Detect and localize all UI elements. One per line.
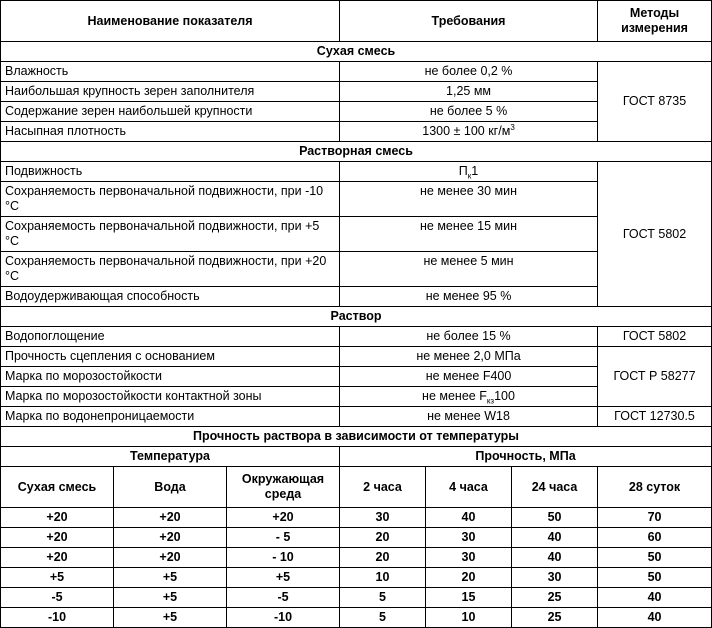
- mortar-method: ГОСТ 5802: [598, 327, 712, 347]
- cell: 40: [512, 528, 598, 548]
- cell: 40: [512, 548, 598, 568]
- header-requirements: Требования: [340, 1, 598, 42]
- cell: 60: [598, 528, 712, 548]
- dry-method: ГОСТ 8735: [598, 62, 712, 142]
- section-mortar-mix: Растворная смесь: [1, 142, 712, 162]
- dry-row-value: 1,25 мм: [340, 82, 598, 102]
- mortar-frost-method: ГОСТ Р 58277: [598, 347, 712, 407]
- mix-row-label: Сохраняемость первоначальной подвижности, при +5 °С: [1, 217, 340, 252]
- mortar-row-label: Марка по морозостойкости: [1, 367, 340, 387]
- cell: 30: [512, 568, 598, 588]
- cell: +5: [227, 568, 340, 588]
- cell: 10: [340, 568, 426, 588]
- cell: 15: [426, 588, 512, 608]
- cell: +20: [114, 508, 227, 528]
- mix-row-value: $П_к1$: [340, 162, 598, 182]
- cell: 5: [340, 588, 426, 608]
- mortar-row-value: не менее F400: [340, 367, 598, 387]
- mortar-row-value: не менее 2,0 МПа: [340, 347, 598, 367]
- dry-row-label: Влажность: [1, 62, 340, 82]
- mix-row-label: Сохраняемость первоначальной подвижности, при -10 °С: [1, 182, 340, 217]
- cell: 50: [512, 508, 598, 528]
- col-header: 28 суток: [598, 467, 712, 508]
- dry-row-value: не более 0,2 %: [340, 62, 598, 82]
- table-row: [1, 608, 712, 628]
- cell: -5: [227, 588, 340, 608]
- cell: - 10: [227, 548, 340, 568]
- mix-row-label: Сохраняемость первоначальной подвижности, при +20 °С: [1, 252, 340, 287]
- mortar-row-label: Марка по морозостойкости контактной зоны: [1, 387, 340, 407]
- col-header: Вода: [114, 467, 227, 508]
- cell: 30: [426, 528, 512, 548]
- temperature-header: Температура: [1, 447, 340, 467]
- mortar-row-value: не менее W18: [340, 407, 598, 427]
- cell: +20: [1, 528, 114, 548]
- cell: 20: [426, 568, 512, 588]
- mix-row-label: Водоудерживающая способность: [1, 287, 340, 307]
- mortar-row-label: Марка по водонепроницаемости: [1, 407, 340, 427]
- cell: - 5: [227, 528, 340, 548]
- cell: +5: [114, 608, 227, 628]
- cell: +20: [114, 548, 227, 568]
- cell: +5: [114, 568, 227, 588]
- mix-row-label: Подвижность: [1, 162, 340, 182]
- cell: 20: [340, 548, 426, 568]
- table-row: [1, 548, 712, 568]
- mix-row-value: не менее 15 мин: [340, 217, 598, 252]
- col-header: Сухая смесь: [1, 467, 114, 508]
- mix-row-value: не менее 5 мин: [340, 252, 598, 287]
- cell: 50: [598, 548, 712, 568]
- section-dry-mix: Сухая смесь: [1, 42, 712, 62]
- mix-row-value: не менее 30 мин: [340, 182, 598, 217]
- cell: 40: [598, 588, 712, 608]
- header-name: Наименование показателя: [1, 1, 340, 42]
- cell: 40: [598, 608, 712, 628]
- mortar-row-value: не более 15 %: [340, 327, 598, 347]
- cell: +20: [114, 528, 227, 548]
- table-row: [1, 588, 712, 608]
- cell: 70: [598, 508, 712, 528]
- col-header: 2 часа: [340, 467, 426, 508]
- cell: +20: [1, 508, 114, 528]
- mix-row-value: не менее 95 %: [340, 287, 598, 307]
- col-header: Окружающая среда: [227, 467, 340, 508]
- mortar-row-label: Прочность сцепления с основанием: [1, 347, 340, 367]
- mortar-row-label: Водопоглощение: [1, 327, 340, 347]
- cell: 30: [340, 508, 426, 528]
- cell: 20: [340, 528, 426, 548]
- col-header: 24 часа: [512, 467, 598, 508]
- mortar-method: ГОСТ 12730.5: [598, 407, 712, 427]
- table-row: [1, 508, 712, 528]
- dry-row-label: Наибольшая крупность зерен заполнителя: [1, 82, 340, 102]
- dry-row-label: Содержание зерен наибольшей крупности: [1, 102, 340, 122]
- cell: +20: [227, 508, 340, 528]
- table-row: [1, 528, 712, 548]
- section-mortar: Раствор: [1, 307, 712, 327]
- dry-row-label: Насыпная плотность: [1, 122, 340, 142]
- cell: 30: [426, 548, 512, 568]
- cell: +5: [114, 588, 227, 608]
- cell: -10: [1, 608, 114, 628]
- table-row: [1, 568, 712, 588]
- cell: +5: [1, 568, 114, 588]
- dry-row-value: не более 5 %: [340, 102, 598, 122]
- cell: 25: [512, 608, 598, 628]
- strength-header: Прочность, МПа: [340, 447, 712, 467]
- col-header: 4 часа: [426, 467, 512, 508]
- cell: +20: [1, 548, 114, 568]
- cell: 40: [426, 508, 512, 528]
- mortar-row-value: не менее $F_{кз}100$: [340, 387, 598, 407]
- header-methods: Методы измерения: [598, 1, 712, 42]
- cell: 50: [598, 568, 712, 588]
- cell: 25: [512, 588, 598, 608]
- cell: -10: [227, 608, 340, 628]
- cell: -5: [1, 588, 114, 608]
- section-strength: Прочность раствора в зависимости от температуры: [1, 427, 712, 447]
- dry-row-value: 1300 ± 100 $кг/м^3$: [340, 122, 598, 142]
- mix-method: ГОСТ 5802: [598, 162, 712, 307]
- cell: 5: [340, 608, 426, 628]
- cell: 10: [426, 608, 512, 628]
